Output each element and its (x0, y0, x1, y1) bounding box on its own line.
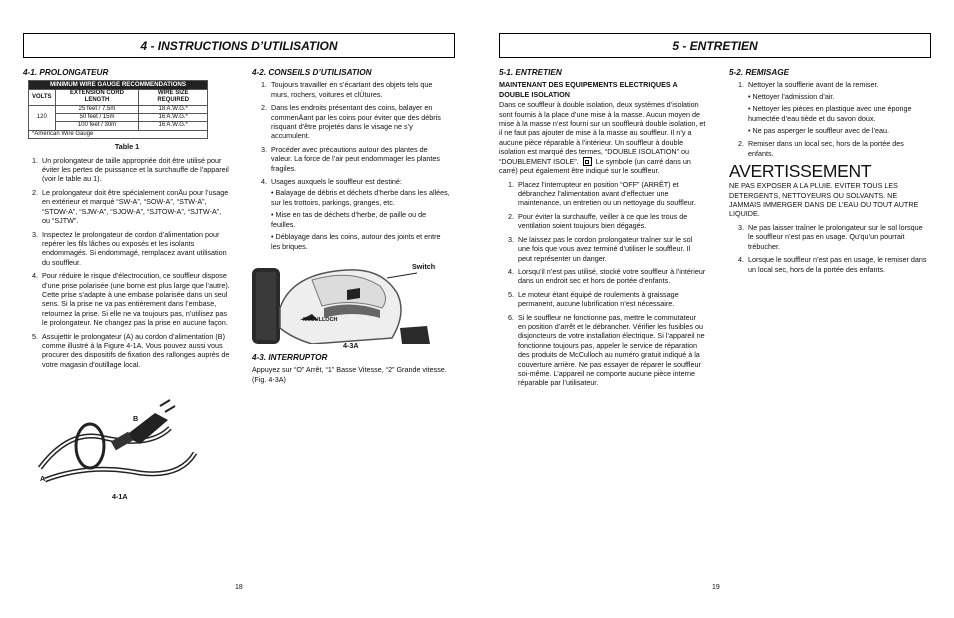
list-item: 3. Procéder avec précautions autour des plantes de valeur. La force de l’air peut endommager les plantes fragiles. (269, 145, 450, 173)
figure-label-b: B (133, 414, 139, 423)
table-row (29, 122, 208, 130)
section-4-1-title: 4-1. PROLONGATEUR (23, 68, 109, 77)
figure-4-1a-cord-illustration (30, 398, 230, 500)
list-item: 2. Dans les endroits présentant des coins, balayer en commenÄant par les coins pour éviter que des débris risquant d’être projetés dans le visage ne s’y accumulent. (269, 103, 450, 141)
page-number-left: 18 (235, 584, 243, 591)
list-item: 5. Assujettir le prolongateur (A) au cordon d’alimentation (B) comme illustré à la Figure 4-1A. Vous pouvez aussi vous procurer des dispositifs de fixation des rallonges auprès de votre magasin d’outillage local. (40, 332, 231, 370)
left-section-header (23, 33, 455, 58)
table-cell: 18 A.W.G.* (139, 105, 208, 113)
bullet-item: • Mise en tas de déchets d’herbe, de paille ou de feuilles. (271, 210, 427, 229)
section-4-1-list (23, 156, 231, 370)
page-number-right: 19 (712, 584, 720, 591)
list-item: 3. Ne laissez pas le cordon prolongateur traîner sur le sol une fois que vous avez terminé d’utiliser le souffleur. Il peut représenter un danger. (516, 235, 706, 263)
section-5-1-title: 5-1. ENTRETIEN (499, 68, 562, 77)
section-5-1-list (499, 180, 706, 388)
list-item: 6. Si le souffleur ne fonctionne pas, mettre le commutateur en position d’arrêt et le débrancher. Vérifier les fusibles ou disjoncteurs de votre installation électrique. Si l’appareil ne fonctionne toujours pas, appeler le service de réparation des produits de McCulloch au numéro gratuit indiqué à la couverture arrière. Ne pas essayer de réparer le souffleur soi-même. L’appareil ne comporte aucune pièce interne réparable par l’utilisateur. (516, 313, 706, 388)
table-cell: 16 A.W.G.* (139, 122, 208, 130)
bullet-item: • Nettoyer l’admission d’air. (748, 91, 835, 101)
table-cell: 16 A.W.G.* (139, 114, 208, 122)
list-item: 3. Ne pas laisser traîner le prolongateur sur le sol lorsque le souffleur n’est pas en usage. Qu’qu’un pourrait trébucher. (746, 223, 929, 251)
list-item (746, 80, 929, 135)
section-5-2-list-continued (729, 223, 929, 274)
section-4-2-list (252, 80, 450, 251)
bullet-item: • Balayage de débris et déchets d’herbe dans les allées, sur les trottoirs, parkings, granges, etc. (271, 188, 450, 207)
table-header-volts: VOLTS (29, 89, 56, 105)
list-item: 4. Lorsqu’il n’est pas utilisé, stocké votre souffleur à l’intérieur dans un endroit sec et hors de portée d’enfants. (516, 267, 706, 286)
table-title: MINIMUM WIRE GAUGE RECOMMENDATIONS (29, 81, 208, 89)
switch-label: Switch (412, 262, 436, 271)
section-5-2-list (729, 80, 929, 158)
section-4-2 (252, 68, 450, 255)
figure-caption-4-3a: 4-3A (343, 341, 359, 350)
section-4-3 (252, 353, 450, 388)
list-item: 2. Le prolongateur doit être spécialement conÄu pour l’usage en extérieur et marqué “SW-A”, “SOW-A”, “STW-A”, “STOW-A”, “SJW-A”, “SJOW-A”, “SJTOW-A”, “SJTW-A”, ou “SJTW”. (40, 188, 231, 226)
list-item: 1. Toujours travailler en s’écartant des objets tels que murs, rochers, voitures et clÙtures. (269, 80, 450, 99)
table-row (29, 105, 208, 113)
intro-text: Dans ce souffleur à double isolation, deux systèmes d’isolation sont fournis à la place d’une mise à la masse. Aucun moyen de mise à la masse n’est fourni sur un souffleurà double isolation, et il ne faut pas ajouter de mise à la masse au souffleur. Il n’y a aucune pièce réparable à l’intérieur. Un souffleur à double isolation est marqué des termes, “DOUBLE ISOLATION” ou “DOUBLEMENT ISOLE”. (499, 100, 706, 166)
section-5-1-intro (499, 100, 706, 175)
table-caption: Table 1 (114, 142, 140, 152)
brand-logo-text: McCULLOCH (303, 317, 338, 323)
table-header-length: EXTENSION CORD LENGTH (55, 89, 139, 105)
right-section-title: 5 - ENTRETIEN (672, 38, 758, 53)
list-item: 1. Un prolongateur de taille appropriée doit être utilisé pour éviter les pertes de puissance et la surchauffe de l’appareil (voir le table au 1). (40, 156, 231, 184)
list-item: 4. Pour réduire le risque d’électrocution, ce souffleur dispose d’une prise polarisée (une borne est plus large que l’autre). Cette prise s’adapte à une embase polarisée dans un seul sens. Si la prise ne va pas entièrement dans l’embase, retournez la prise. Si elle ne va toujours pas, n’utilisez pas le prolongateur. Ne changez pas la prise en aucune façon. (40, 271, 231, 327)
figure-caption-4-1a: 4-1A (112, 492, 128, 501)
wire-gauge-table (28, 80, 208, 139)
table-row (29, 114, 208, 122)
bullet-item: • Nettoyer les pièces en plastique avec une éponge humectée d’eau tiède et du savon doux. (748, 104, 912, 123)
list-item: 2. Pour éviter la surchauffe, veiller à ce que les trous de ventilation soient toujours bien dégagés. (516, 212, 706, 231)
bullet-item: • Déblayage dans les coins, autour des joints et entre les briques. (271, 232, 441, 251)
table-cell: 50 feet / 15m (55, 114, 139, 122)
double-insulation-symbol-icon (583, 157, 592, 166)
list-item: 2. Remiser dans un local sec, hors de la portée des enfants. (746, 139, 929, 158)
list-item: 5. Le moteur étant équipé de roulements à graissage permanent, aucune lubrification n’est nécessaire. (516, 290, 706, 309)
section-5-2-title: 5-2. REMISAGE (729, 68, 790, 77)
table-cell-volts: 120 (29, 105, 56, 130)
section-5-1-subtitle: MAINTENANT DES EQUIPEMENTS ELECTRIQUES A DOUBLE ISOLATION (499, 80, 678, 99)
list-item: 1. Placez l’interrupteur en position “OFF” (ARRÊT) et débranchez l’alimentation avant d’effectuer une maintenance, un entretien ou un nettoyage du souffleur. (516, 180, 706, 208)
table-cell: 100 feet / 30m (55, 122, 139, 130)
intro-text-continued: Le symbole (un carré dans un carré) peut également être indiqué sur le souffleur. (499, 156, 691, 176)
bullet-item: • Ne pas asperger le souffleur avec de l’eau. (748, 126, 890, 136)
section-4-2-title: 4-2. CONSEILS D’UTILISATION (252, 68, 372, 77)
section-4-3-text: Appuyez sur “O” Arrêt, “1” Basse Vitesse, “2” Grande vitesse. (Fig. 4-3A) (252, 365, 447, 384)
list-item-text: Usages auxquels le souffleur est destiné: (271, 177, 402, 187)
table-note: *American Wire Gauge (29, 130, 208, 138)
right-section-header (499, 33, 931, 58)
table-header-size: WIRE SIZE REQUIRED (139, 89, 208, 105)
table-cell: 25 feet / 7.5m (55, 105, 139, 113)
section-5-2 (729, 68, 929, 278)
left-section-title: 4 - INSTRUCTIONS D’UTILISATION (140, 38, 338, 53)
section-4-1 (23, 68, 231, 373)
figure-4-3a-blower-illustration (252, 268, 447, 344)
list-item-text: Nettoyer la soufflerie avant de la remiser. (748, 80, 879, 90)
list-item: 3. Inspectez le prolongateur de cordon d’alimentation pour repérer les fils lâches ou exposés et les isolants endommagés. Si endommagé, remplacez avant utilisation du souffleur. (40, 230, 231, 268)
section-5-1 (499, 68, 706, 392)
figure-label-a: A (40, 474, 46, 483)
warning-title: AVERTISSEMENT (729, 161, 872, 182)
list-item: 4. Lorsque le souffleur n’est pas en usage, le remiser dans un local sec, hors de la portée des enfants. (746, 255, 929, 274)
warning-text: NE PAS EXPOSER A LA PLUIE. EVITER TOUS LES DETERGENTS, NETTOYEURS OU SOLVANTS. NE JAMMAIS IMMERGER DANS DE L’EAU OU TOUT AUTRE LIQUIDE. (729, 181, 919, 219)
list-item (269, 177, 450, 251)
section-4-3-title: 4-3. INTERRUPTOR (252, 353, 328, 362)
